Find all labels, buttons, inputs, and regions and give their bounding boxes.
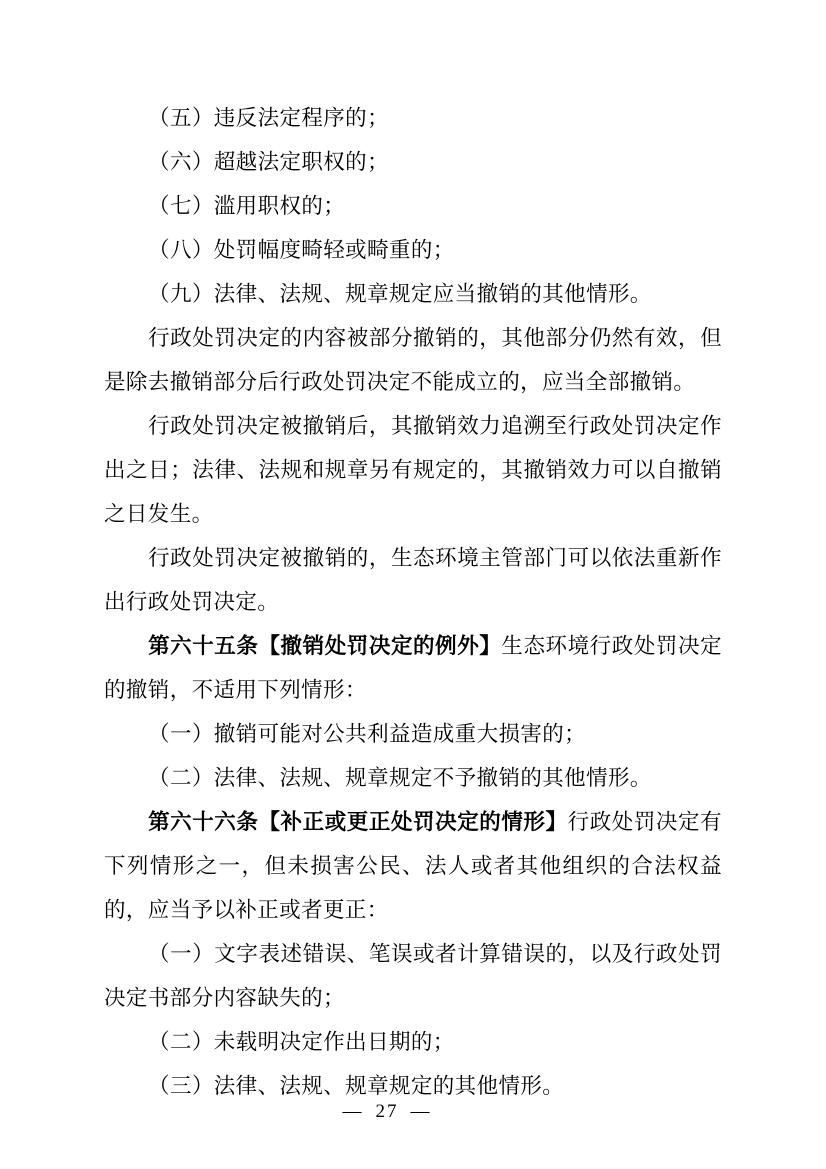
- paragraph-para_partial_revoke: 行政处罚决定的内容被部分撤销的，其他部分仍然有效，但是除去撤销部分后行政处罚决定不能成立的，应当全部撤销。: [104, 326, 722, 394]
- page-number-group: [331, 1101, 496, 1123]
- document-body: [104, 96, 722, 1108]
- article-text: 生态环境行政处罚决定的撤销，不适用下列情形：: [104, 634, 722, 702]
- paragraph-item_7: （七）滥用职权的；: [148, 194, 346, 218]
- page-footer: [0, 1101, 826, 1123]
- article-text: 行政处罚决定有下列情形之一，但未损害公民、法人或者其他组织的合法权益的，应当予以补正或者更正：: [104, 810, 722, 922]
- article-heading: 第六十六条【补正或更正处罚决定的情形】: [148, 810, 568, 834]
- paragraph-item_65_2: （二）法律、法规、规章规定不予撤销的其他情形。: [148, 766, 652, 790]
- dash-left: —: [342, 1101, 364, 1122]
- paragraph-item_6: （六）超越法定职权的；: [148, 150, 389, 174]
- paragraph-item_66_2: （二）未载明决定作出日期的；: [148, 1030, 455, 1054]
- article-heading: 第六十五条【撤销处罚决定的例外】: [148, 634, 502, 658]
- page-number-value: 27: [375, 1101, 399, 1122]
- paragraph-article_66: [104, 800, 722, 932]
- paragraph-item_5: （五）违反法定程序的；: [148, 106, 389, 130]
- paragraph-item_65_1: （一）撤销可能对公共利益造成重大损害的；: [148, 722, 587, 746]
- paragraph-para_retroactive: 行政处罚决定被撤销后，其撤销效力追溯至行政处罚决定作出之日；法律、法规和规章另有规定的，其撤销效力可以自撤销之日发生。: [104, 414, 722, 526]
- paragraph-item_66_3: （三）法律、法规、规章规定的其他情形。: [148, 1074, 565, 1098]
- paragraph-para_redecide: 行政处罚决定被撤销的，生态环境主管部门可以依法重新作出行政处罚决定。: [104, 546, 722, 614]
- paragraph-article_65: [104, 624, 722, 712]
- paragraph-item_66_1: （一）文字表述错误、笔误或者计算错误的，以及行政处罚决定书部分内容缺失的；: [104, 942, 722, 1010]
- paragraph-item_8: （八）处罚幅度畸轻或畸重的；: [148, 238, 455, 262]
- dash-right: —: [410, 1101, 432, 1122]
- paragraph-item_9: （九）法律、法规、规章规定应当撤销的其他情形。: [148, 282, 652, 306]
